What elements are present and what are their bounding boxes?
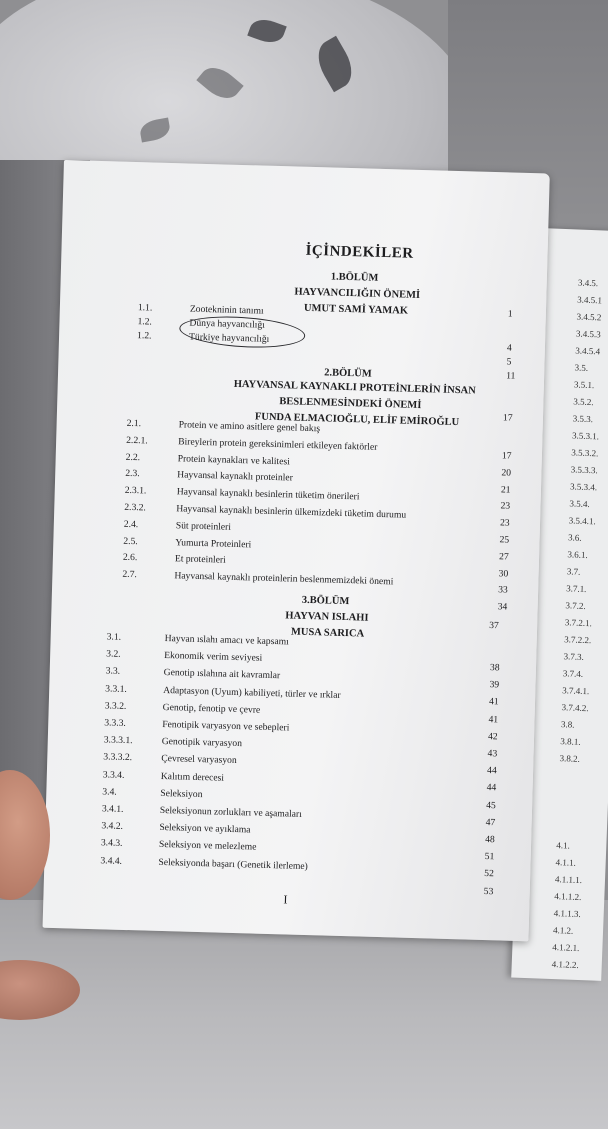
toc-entry-title: Türkiye hayvancılığı — [188, 331, 270, 345]
part2-label: 2.BÖLÜM — [324, 367, 372, 380]
toc-entry-number: 3.3.3.1. — [103, 734, 133, 747]
next-page-entry-number: 3.7.4. — [562, 668, 584, 679]
toc-entry-title: Seleksiyon — [160, 787, 203, 800]
next-page-entry-number: 3.5.4. — [569, 498, 590, 510]
toc-entry-page: 23 — [500, 500, 511, 512]
toc-entry-number: 1.2. — [137, 316, 153, 328]
next-page-entry-number: 3.7.4.2. — [561, 702, 589, 714]
next-page-entry-number: 4.1.2.1. — [552, 942, 580, 954]
part3-author: MUSA SARICA — [290, 626, 365, 640]
next-page-entry-number: 3.4.5. — [577, 277, 599, 289]
toc-entry-title: Yumurta Proteinleri — [175, 536, 252, 550]
part3-page: 37 — [489, 620, 499, 632]
part2-name-line1: HAYVANSAL KAYNAKLI PROTEİNLERİN İNSAN — [233, 378, 476, 397]
book-page — [43, 160, 550, 941]
toc-entry-number: 3.3.3.2. — [103, 751, 133, 764]
toc-entry-page: 21 — [500, 483, 511, 496]
part3-name: HAYVAN ISLAHI — [285, 610, 369, 624]
toc-entry-number: 3.4. — [102, 786, 117, 798]
toc-entry-title: Protein ve amino asitlere genel bakış — [178, 419, 321, 435]
toc-entry-page: 23 — [499, 517, 510, 529]
part1-label: 1.BÖLÜM — [330, 271, 379, 284]
next-page-entry-number: 3.6. — [567, 532, 582, 543]
toc-entry-page: 52 — [484, 868, 494, 880]
toc-entry-title: Bireylerin protein gereksinimleri etkileyen faktörler — [178, 436, 378, 453]
toc-entry-page: 51 — [484, 851, 495, 863]
next-page-entry-number: 3.5.4.1. — [568, 515, 596, 527]
toc-entry-number: 2.3. — [125, 468, 140, 480]
next-page-entry-number: 3.5.3.1. — [571, 430, 600, 442]
toc-entry-title: Kalıtım derecesi — [160, 770, 225, 784]
toc-entry-title: Seleksiyonda başarı (Genetik ilerleme) — [158, 856, 308, 872]
toc-entry-page: 34 — [497, 601, 508, 613]
toc-entry-title: Süt proteinleri — [175, 520, 232, 533]
hand-drawn-circle — [178, 313, 306, 351]
next-page-entry-number: 4.1.2. — [552, 925, 574, 936]
toc-entry-title: Hayvansal kaynaklı besinlerin tüketim önerileri — [176, 486, 360, 503]
toc-entry-number: 3.4.1. — [101, 803, 124, 815]
next-page-entry-number: 3.7.2.2. — [564, 634, 592, 646]
next-page-entry-number: 3.7. — [566, 566, 581, 577]
toc-entry-title: Hayvan ıslahı amacı ve kapsamı — [164, 632, 289, 648]
toc-entry-page: 48 — [485, 834, 495, 846]
toc-entry-number: 3.3.4. — [102, 768, 125, 781]
toc-entry-number: 3.4.4. — [100, 854, 123, 867]
toc-entry-title: Genotip ıslahına ait kavramlar — [163, 667, 281, 682]
next-page-entry-number: 3.7.1. — [565, 583, 587, 595]
next-page-entry-number: 4.1. — [556, 840, 571, 851]
toc-entry-number: 1.2. — [136, 330, 152, 342]
next-page-entry-number: 3.7.2. — [565, 600, 586, 612]
toc-entry-number: 2.7. — [122, 568, 137, 581]
next-page-entry-number: 3.4.5.1 — [577, 294, 603, 306]
toc-entry-page: 53 — [483, 885, 494, 897]
toc-entry-number: 3.4.2. — [101, 820, 124, 833]
next-page-entry-number: 3.5.2. — [573, 396, 594, 408]
toc-entry-page: 45 — [485, 799, 496, 811]
toc-entry-page: 38 — [489, 662, 500, 674]
toc-entry-page: 43 — [487, 748, 498, 760]
next-page-entry-number: 3.5. — [574, 362, 589, 373]
toc-entry-page: 4 — [506, 342, 512, 354]
toc-entry-title: Hayvansal kaynaklı besinlerin ülkemizdeki tüketim durumu — [176, 503, 407, 521]
next-page-entry-number: 4.1.1. — [555, 857, 577, 868]
part2-page: 17 — [502, 412, 513, 424]
toc-entry-page: 17 — [501, 450, 512, 462]
next-page-entry-number: 3.5.3.2. — [571, 447, 599, 459]
toc-entry-title: Seleksiyon ve melezleme — [158, 839, 257, 854]
toc-entry-number: 2.3.2. — [124, 501, 147, 514]
toc-entry-title: Ekonomik verim seviyesi — [164, 650, 263, 664]
next-page-entry-number: 3.4.5.3 — [575, 328, 601, 340]
toc-entry-page: 39 — [489, 679, 500, 691]
toc-entry-number: 1.1. — [137, 302, 153, 314]
next-page-entry-number: 3.7.2.1. — [564, 617, 593, 629]
toc-entry-title: Et proteinleri — [174, 553, 226, 567]
toc-entry-title: Çevresel varyasyon — [161, 753, 237, 767]
next-page-entry-number: 4.1.1.1. — [554, 874, 583, 886]
toc-entry-number: 2.1. — [126, 417, 142, 430]
next-page-entry-number: 3.4.5.2 — [576, 311, 602, 323]
next-page-entry-number: 3.8.1. — [560, 736, 581, 747]
toc-entry-number: 2.3.1. — [124, 485, 147, 497]
next-page-entry-number: 3.5.3.4. — [569, 481, 598, 493]
next-page-entry-number: 3.7.4.1. — [562, 685, 590, 697]
toc-entry-page: 41 — [488, 713, 499, 725]
next-page-entry-number: 3.8.2. — [559, 753, 581, 764]
part1-name: HAYVANCILIĞIN ÖNEMİ — [294, 286, 421, 301]
next-page-entry-number: 3.5.3. — [572, 413, 594, 425]
toc-entry-title: Dünya hayvancılığı — [189, 317, 266, 331]
toc-entry-page: 47 — [485, 816, 496, 829]
page-number: I — [283, 892, 288, 907]
toc-entry-number: 3.1. — [106, 631, 122, 643]
toc-entry-title: Hayvansal kaynaklı proteinler — [177, 469, 293, 484]
part2-author: FUNDA ELMACIOĞLU, ELİF EMİROĞLU — [254, 411, 460, 429]
toc-title: İÇİNDEKİLER — [305, 242, 414, 262]
toc-entry-title: Seleksiyon ve ayıklama — [159, 822, 251, 836]
toc-entry-title: Zootekninin tanımı — [189, 303, 264, 317]
next-page-entry-number: 3.5.3.3. — [570, 464, 598, 476]
toc-entry-page: 25 — [499, 534, 510, 546]
toc-entry-number: 3.3.3. — [104, 717, 127, 729]
toc-entry-page: 30 — [498, 567, 509, 580]
next-page-entry-number: 4.1.1.2. — [554, 891, 582, 903]
next-page-entry-number: 3.4.5.4 — [575, 345, 601, 357]
toc-entry-number: 2.2. — [125, 451, 141, 463]
toc-entry-title: Adaptasyon (Uyum) kabiliyeti, türler ve ırklar — [163, 684, 341, 701]
part1-page: 1 — [507, 308, 513, 320]
toc-entry-number: 3.3.1. — [105, 682, 127, 695]
next-page-entry-number: 3.5.1. — [573, 379, 595, 391]
toc-entry-number: 2.5. — [123, 535, 138, 547]
part1-author: UMUT SAMİ YAMAK — [303, 302, 409, 317]
toc-entry-number: 2.4. — [123, 518, 139, 531]
part3-label: 3.BÖLÜM — [301, 594, 350, 608]
toc-entry-number: 3.4.3. — [100, 837, 123, 850]
next-page-entry-number: 3.6.1. — [567, 549, 588, 561]
toc-entry-page: 44 — [486, 782, 497, 794]
next-page-entry-number: 3.8. — [560, 719, 575, 730]
toc-entry-title: Protein kaynakları ve kalitesi — [177, 452, 290, 468]
toc-entry-page: 44 — [486, 765, 497, 777]
toc-entry-title: Genotip, fenotip ve çevre — [162, 701, 261, 716]
toc-entry-title: Seleksiyonun zorlukları ve aşamaları — [159, 804, 302, 820]
next-page-entry-number: 3.7.3. — [563, 651, 585, 662]
toc-entry-page: 5 — [506, 356, 512, 368]
part2-name-line2: BESLENMESİNDEKİ ÖNEMİ — [279, 396, 422, 412]
toc-entry-title: Fenotipik varyasyon ve sebepleri — [162, 718, 290, 734]
toc-entry-number: 3.2. — [106, 648, 121, 660]
toc-entry-title: Genotipik varyasyon — [161, 736, 243, 750]
toc-entry-page: 33 — [498, 584, 508, 596]
toc-entry-page: 20 — [501, 467, 512, 479]
toc-entry-page: 11 — [505, 370, 516, 382]
toc-entry-number: 2.6. — [122, 552, 138, 564]
toc-entry-page: 42 — [487, 730, 498, 743]
toc-entry-number: 3.3. — [105, 665, 121, 678]
next-page-entry-number: 4.1.2.2. — [551, 958, 579, 971]
toc-entry-number: 3.3.2. — [104, 700, 127, 712]
toc-entry-number: 2.2.1. — [126, 434, 148, 447]
next-page-entry-number: 4.1.1.3. — [553, 908, 581, 920]
toc-entry-title: Hayvansal kaynaklı proteinlerin beslenmemizdeki önemi — [174, 570, 394, 588]
toc-entry-page: 27 — [498, 551, 509, 563]
toc-entry-page: 41 — [488, 696, 499, 708]
